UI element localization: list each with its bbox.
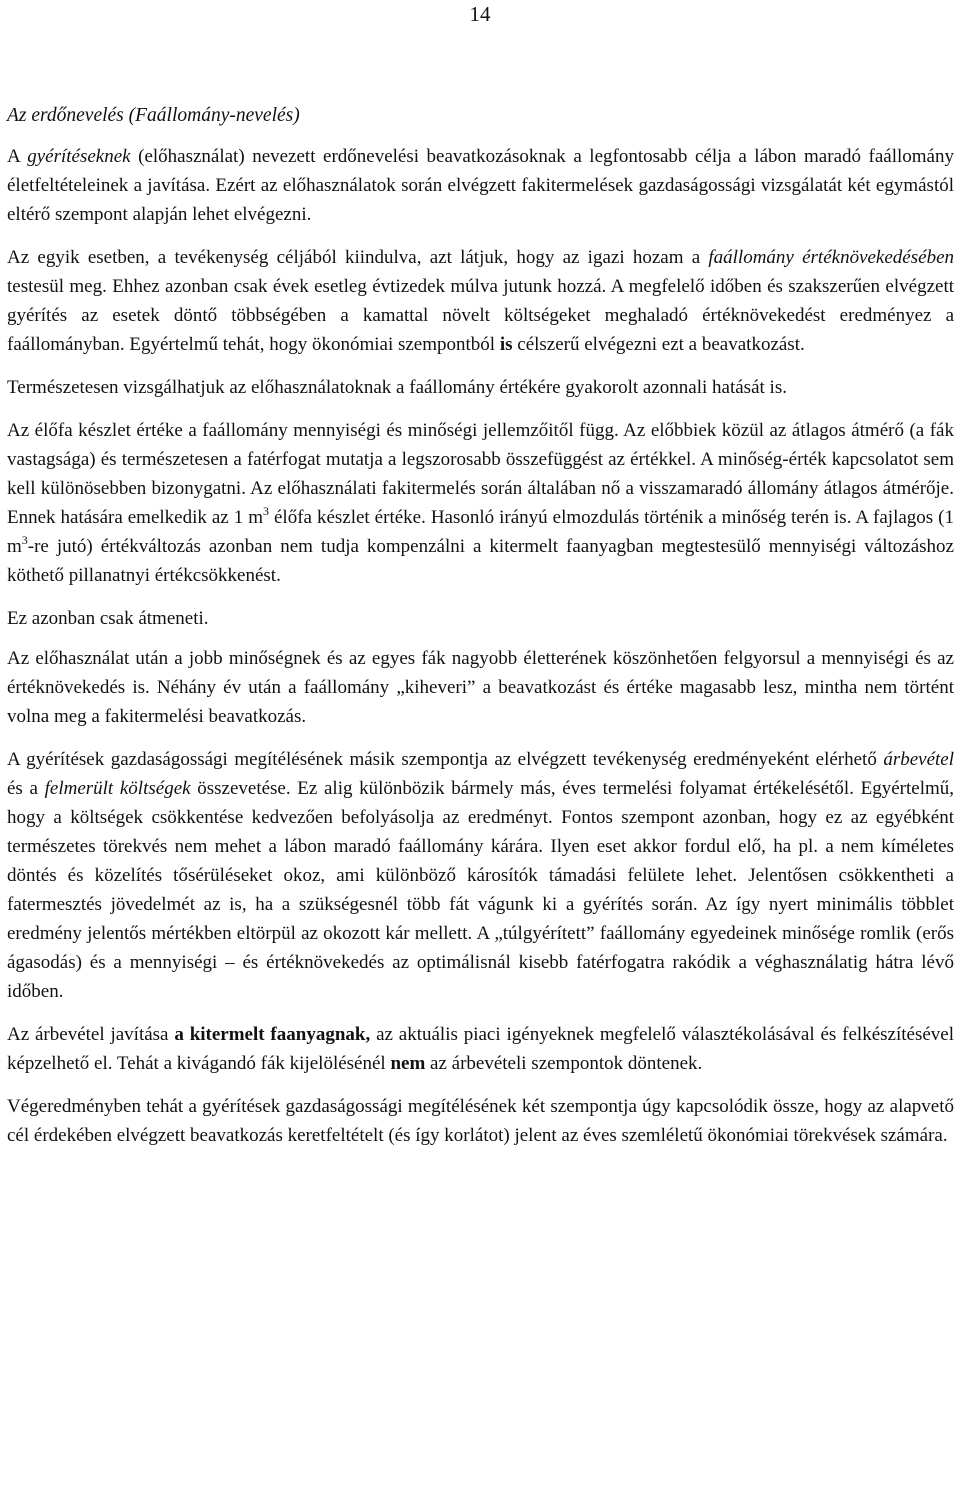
- paragraph-7: A gyérítések gazdaságossági megítélésének másik szempontja az elvégzett tevékenység eredményeként elérhető árbevétel és a felmerült költségek összevetése. Ez alig különbözik bármely más, éves termelési folyamat értékelésétől. Egyértelmű, hogy a költségek csökkentése kedvezően befolyásolja az eredményt. Fontos szempont azonban, hogy ez az egyébként természetes törekvés nem mehet a lábon maradó faállomány kárára. Ilyen eset akkor fordul elő, ha pl. a nem kíméletes döntés és közelítés tősérüléseket okoz, ami különböző károsítók támadási felülete lehet. Jelentősen csökkentheti a fatermesztés jövedelmét az is, ha a szükségesnél több fát vágunk ki a gyérítés során. Az így nyert minimális többlet eredmény jelentős mértékben eltörpül az okozott kár mellett. A „túlgyérített” faállomány egyedeinek minősége romlik (erős ágasodás) és a mennyiségi – és értéknövekedés az optimálisnál kisebb fatérfogatra rakódik a véghasználatig hátra lévő időben.: [7, 749, 954, 1002]
- section-heading: Az erdőnevelés (Faállomány-nevelés): [7, 105, 300, 126]
- paragraph-3: Természetesen vizsgálhatjuk az előhasználatoknak a faállomány értékére gyakorolt azonnali hatását is.: [7, 377, 787, 398]
- paragraph-8: Az árbevétel javítása a kitermelt faanyagnak, az aktuális piaci igényeknek megfelelő választékolásával és felkészítésével képzelhető el. Tehát a kivágandó fák kijelölésénél nem az árbevételi szempontok döntenek.: [7, 1024, 954, 1074]
- page-number: 14: [469, 2, 491, 26]
- paragraph-4: Az élőfa készlet értéke a faállomány mennyiségi és minőségi jellemzőitől függ. Az előbbiek közül az átlagos átmérő (a fák vastagsága) és természetesen a fatérfogat mutatja a legszorosabb összefüggést az értékkel. A minőség-érték kapcsolatot sem kell különösebben bizonygatni. Az előhasználati fakitermelés során általában nő a visszamaradó állomány átlagos átmérője. Ennek hatására emelkedik az 1 $m^3$ élőfa készlet értéke. Hasonló irányú elmozdulás történik a minőség terén is. A fajlagos (1 $m^3-re$ jutó) értékváltozás azonban nem tudja kompenzálni a kitermelt faanyagban megtestesülő mennyiségi változáshoz köthető pillanatnyi értékcsökkenést.: [7, 420, 954, 586]
- document-body: [7, 102, 954, 1164]
- paragraph-6: Az előhasználat után a jobb minőségnek és az egyes fák nagyobb életterének köszönhetően felgyorsul a mennyiségi és az értéknövekedés is. Néhány év után a faállomány „kiheveri” a beavatkozást és értéke magasabb lesz, mintha nem történt volna meg a fakitermelési beavatkozás.: [7, 648, 954, 727]
- paragraph-9: Végeredményben tehát a gyérítések gazdaságossági megítélésének két szempontja úgy kapcsolódik össze, hogy az alapvető cél érdekében elvégzett beavatkozás keretfeltételt (és így korlátot) jelent az éves szemléletű ökonómiai törekvések számára.: [7, 1096, 954, 1146]
- paragraph-2: Az egyik esetben, a tevékenység céljából kiindulva, azt látjuk, hogy az igazi hozam a faállomány értéknövekedésében testesül meg. Ehhez azonban csak évek esetleg évtizedek múlva jutunk hozzá. A megfelelő időben és szakszerűen elvégzett gyérítés az esetek döntő többségében a kamattal növelt költségeket meghaladó értéknövekedést eredményez a faállományban. Egyértelmű tehát, hogy ökonómiai szempontból is célszerű elvégezni ezt a beavatkozást.: [7, 247, 954, 355]
- paragraph-5: Ez azonban csak átmeneti.: [7, 608, 209, 629]
- paragraph-1: A gyérítéseknek (előhasználat) nevezett erdőnevelési beavatkozásoknak a legfontosabb célja a lábon maradó faállomány életfeltételeinek a javítása. Ezért az előhasználatok során elvégzett fakitermelések gazdaságossági vizsgálatát két egymástól eltérő szempont alapján lehet elvégezni.: [7, 146, 954, 225]
